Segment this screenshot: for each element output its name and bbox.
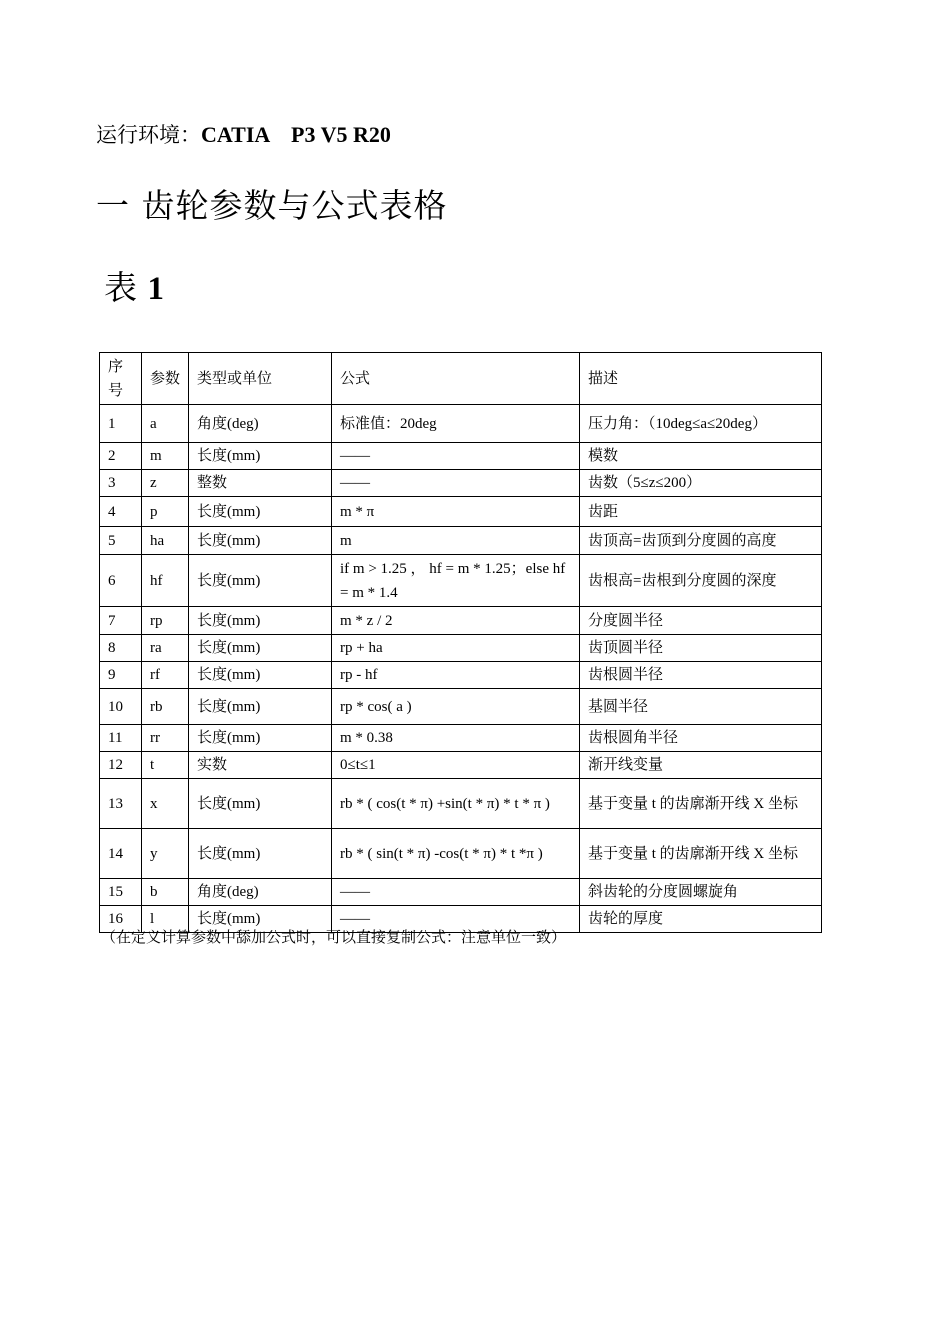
- cell-formula: 标准值：20deg: [332, 405, 580, 443]
- gear-parameter-table: [99, 352, 822, 933]
- cell-index: 4: [100, 497, 142, 527]
- cell-type: 实数: [189, 752, 332, 779]
- table-row: [100, 689, 822, 725]
- cell-index: 12: [100, 752, 142, 779]
- cell-description: 齿根高=齿根到分度圆的深度: [580, 555, 822, 607]
- table-row: [100, 752, 822, 779]
- cell-param: rb: [142, 689, 189, 725]
- cell-description: 齿根圆半径: [580, 662, 822, 689]
- cell-index: 14: [100, 829, 142, 879]
- cell-param: x: [142, 779, 189, 829]
- table-row: [100, 497, 822, 527]
- header-type: 类型或单位: [189, 353, 332, 405]
- cell-index: 1: [100, 405, 142, 443]
- cell-type: 长度(mm): [189, 779, 332, 829]
- cell-param: b: [142, 879, 189, 906]
- cell-formula: ——: [332, 879, 580, 906]
- cell-index: 9: [100, 662, 142, 689]
- cell-description: 压力角：（10deg≤a≤20deg）: [580, 405, 822, 443]
- cell-index: 8: [100, 635, 142, 662]
- cell-type: 长度(mm): [189, 635, 332, 662]
- table-row: [100, 607, 822, 635]
- cell-param: a: [142, 405, 189, 443]
- cell-type: 长度(mm): [189, 443, 332, 470]
- table-title-text: 表: [104, 268, 137, 307]
- cell-index: 6: [100, 555, 142, 607]
- cell-index: 15: [100, 879, 142, 906]
- table-title: [104, 266, 164, 311]
- cell-description: 齿轮的厚度: [580, 906, 822, 933]
- cell-param: hf: [142, 555, 189, 607]
- cell-description: 齿距: [580, 497, 822, 527]
- cell-type: 长度(mm): [189, 906, 332, 933]
- cell-description: 基于变量 t 的齿廓渐开线 X 坐标: [580, 829, 822, 879]
- cell-param: m: [142, 443, 189, 470]
- cell-index: 11: [100, 725, 142, 752]
- cell-description: 基于变量 t 的齿廓渐开线 X 坐标: [580, 779, 822, 829]
- header-formula: 公式: [332, 353, 580, 405]
- cell-index: 7: [100, 607, 142, 635]
- table-row: [100, 443, 822, 470]
- cell-type: 长度(mm): [189, 725, 332, 752]
- cell-type: 长度(mm): [189, 497, 332, 527]
- table-header-row: [100, 353, 822, 405]
- table-note: （在定义计算参数中舔加公式时，可以直接复制公式：注意单位一致）: [101, 930, 567, 946]
- cell-param: ra: [142, 635, 189, 662]
- cell-type: 角度(deg): [189, 405, 332, 443]
- table-row: [100, 470, 822, 497]
- cell-description: 齿数（5≤z≤200）: [580, 470, 822, 497]
- table-row: [100, 405, 822, 443]
- cell-formula: m * 0.38: [332, 725, 580, 752]
- cell-index: 10: [100, 689, 142, 725]
- table-row: [100, 662, 822, 689]
- cell-index: 2: [100, 443, 142, 470]
- header-description: 描述: [580, 353, 822, 405]
- table-row: [100, 725, 822, 752]
- table-row: [100, 527, 822, 555]
- cell-formula: rp - hf: [332, 662, 580, 689]
- cell-type: 长度(mm): [189, 555, 332, 607]
- environment-label: 运行环境：: [96, 123, 201, 147]
- cell-index: 16: [100, 906, 142, 933]
- cell-param: rr: [142, 725, 189, 752]
- cell-description: 齿根圆角半径: [580, 725, 822, 752]
- cell-description: 斜齿轮的分度圆螺旋角: [580, 879, 822, 906]
- table-title-number: 1: [147, 271, 164, 307]
- cell-formula: rp * cos( a ): [332, 689, 580, 725]
- cell-description: 齿顶圆半径: [580, 635, 822, 662]
- cell-type: 长度(mm): [189, 607, 332, 635]
- table-row: [100, 635, 822, 662]
- cell-formula: ——: [332, 470, 580, 497]
- cell-param: t: [142, 752, 189, 779]
- cell-type: 整数: [189, 470, 332, 497]
- cell-formula: rb * ( sin(t * π) -cos(t * π) * t *π ): [332, 829, 580, 879]
- cell-type: 长度(mm): [189, 829, 332, 879]
- table-row: [100, 555, 822, 607]
- cell-param: z: [142, 470, 189, 497]
- cell-formula: 0≤t≤1: [332, 752, 580, 779]
- cell-description: 分度圆半径: [580, 607, 822, 635]
- cell-param: y: [142, 829, 189, 879]
- cell-formula: if m > 1.25 ， hf = m * 1.25；else hf = m * 1.4: [332, 555, 580, 607]
- table-row: [100, 779, 822, 829]
- cell-description: 渐开线变量: [580, 752, 822, 779]
- cell-description: 基圆半径: [580, 689, 822, 725]
- cell-type: 长度(mm): [189, 662, 332, 689]
- header-param: 参数: [142, 353, 189, 405]
- cell-type: 长度(mm): [189, 527, 332, 555]
- cell-type: 长度(mm): [189, 689, 332, 725]
- cell-param: p: [142, 497, 189, 527]
- cell-formula: rb * ( cos(t * π) +sin(t * π) * t * π ): [332, 779, 580, 829]
- cell-type: 角度(deg): [189, 879, 332, 906]
- cell-formula: m: [332, 527, 580, 555]
- cell-formula: ——: [332, 906, 580, 933]
- environment-line: [96, 120, 391, 150]
- cell-formula: ——: [332, 443, 580, 470]
- cell-index: 13: [100, 779, 142, 829]
- cell-formula: m * π: [332, 497, 580, 527]
- environment-value: CATIA P3 V5 R20: [201, 122, 391, 147]
- cell-formula: rp + ha: [332, 635, 580, 662]
- cell-index: 5: [100, 527, 142, 555]
- section-heading: 一 齿轮参数与公式表格: [96, 186, 448, 225]
- cell-param: l: [142, 906, 189, 933]
- cell-param: ha: [142, 527, 189, 555]
- cell-param: rf: [142, 662, 189, 689]
- table-row: [100, 829, 822, 879]
- gear-table-body: [100, 353, 822, 933]
- cell-formula: m * z / 2: [332, 607, 580, 635]
- cell-description: 齿顶高=齿顶到分度圆的高度: [580, 527, 822, 555]
- cell-param: rp: [142, 607, 189, 635]
- cell-index: 3: [100, 470, 142, 497]
- table-row: [100, 879, 822, 906]
- cell-description: 模数: [580, 443, 822, 470]
- header-index: 序号: [100, 353, 142, 405]
